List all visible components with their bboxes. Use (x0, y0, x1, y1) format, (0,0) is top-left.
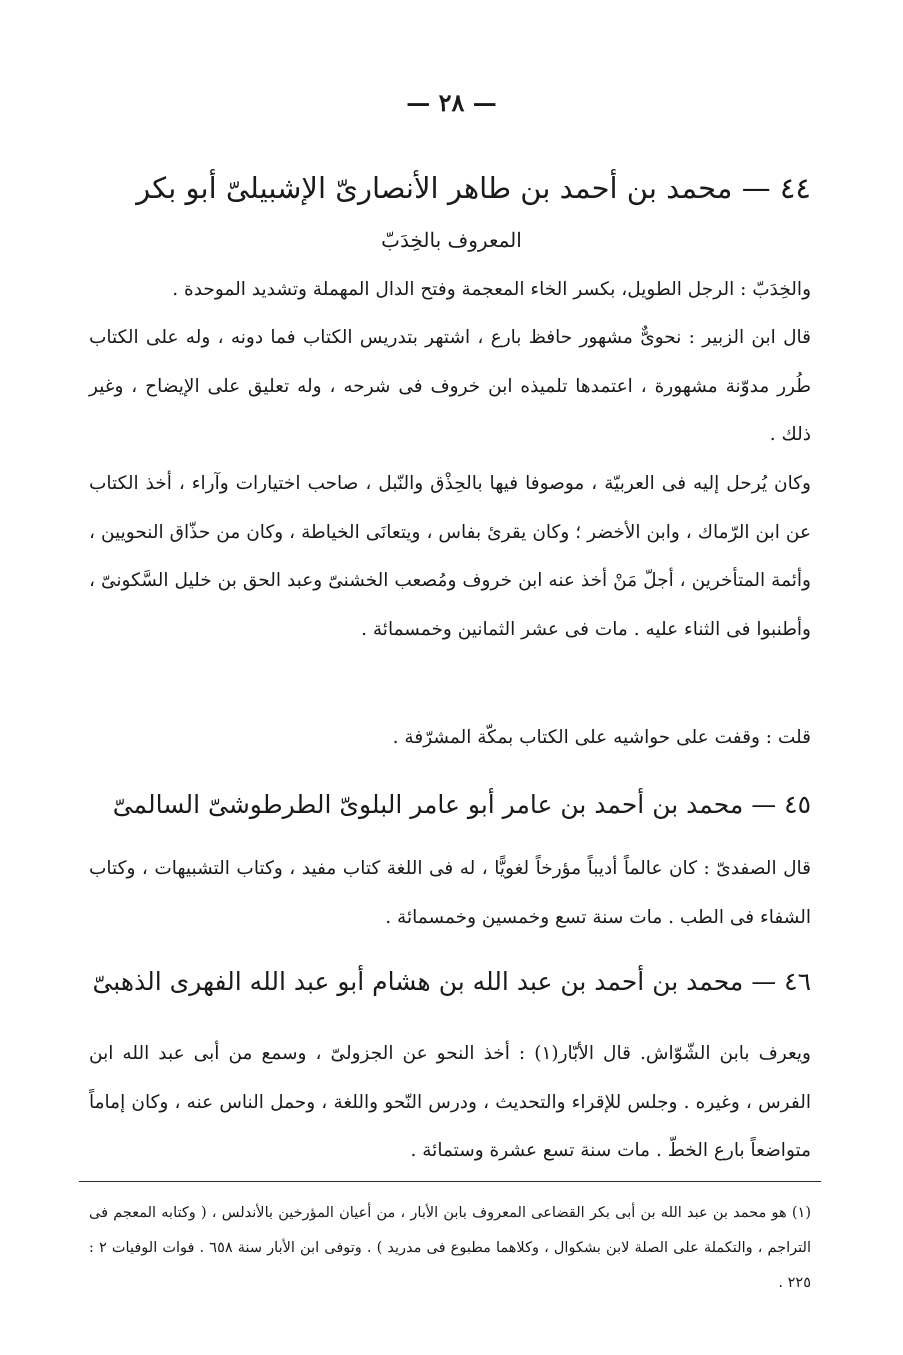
entry-subtitle-44: المعروف بالخِدَبّ (381, 228, 522, 252)
paragraph-45: قال الصفدىّ : كان عالماً أديباً مؤرخاً لغويًّا ، له فى اللغة كتاب مفيد ، وكتاب التشبيهات ، وكتاب الشفاء فى الطب . مات سنة تسع وخمسين وخمسمائة . (89, 858, 811, 928)
footnote: (١) هو محمد بن عبد الله بن أبى بكر القضاعى المعروف بابن الأبار ، من أعيان المؤرخين بالأندلس ، ( وكتابه المعجم فى التراجم ، والتكملة على الصلة لابن بشكوال ، وكلاهما مطبوع فى مدريد ) . وتوفى ابن الأبار سنة ٦٥٨ . فوات الوفيات ٢ : ٢٢٥ . (89, 1205, 811, 1291)
page-number: — ٢٨ — (406, 88, 497, 117)
paragraph-44-biography: وكان يُرحل إليه فى العربيّة ، موصوفا فيها بالحِذْق والنّبل ، صاحب اختيارات وآراء ، أخذ الكتاب عن ابن الرّماك ، وابن الأخضر ؛ وكان يقرئ بفاس ، ويتعانَى الخياطة ، وكان من حذّاق النحويين ، وأئمة المتأخرين ، أجلّ مَنْ أخذ عنه ابن خروف ومُصعب الخشنىّ وعبد الحق بن خليل السَّكونىّ ، وأطنبوا فى الثناء عليه . مات فى عشر الثمانين وخمسمائة . (89, 473, 811, 640)
paragraph-46: ويعرف بابن الشّوّاش. قال الأبّار(١) : أخذ النحو عن الجزولىّ ، وسمع من أبى عبد الله ابن الفرس ، وغيره . وجلس للإقراء والتحديث ، ودرس النّحو واللغة ، وحمل الناس عنه ، وكان إماماً متواضعاً بارع الخطّ . مات سنة تسع عشرة وستمائة . (89, 1043, 811, 1161)
paragraph-44-definition: والخِدَبّ : الرجل الطويل، بكسر الخاء المعجمة وفتح الدال المهملة وتشديد الموحدة . (172, 279, 811, 300)
paragraph-44-ibn-zubayr: قال ابن الزبير : نحوىٌّ مشهور حافظ بارع ، اشتهر بتدريس الكتاب فما دونه ، وله على الكتاب طُرر مدوّنة مشهورة ، اعتمدها تلميذه ابن خروف فى شرحه ، وله تعليق على الإيضاح ، وغير ذلك . (89, 327, 811, 445)
footnote-divider (79, 1181, 821, 1182)
entry-title-45: ٤٥ — محمد بن أحمد بن عامر أبو عامر البلوىّ الطرطوشىّ السالمىّ (112, 790, 811, 819)
paragraph-44-note: قلت : وقفت على حواشيه على الكتاب بمكّة المشرّفة . (392, 727, 811, 748)
entry-title-44: ٤٤ — محمد بن أحمد بن طاهر الأنصارىّ الإشبيلىّ أبو بكر (136, 171, 811, 205)
entry-title-46: ٤٦ — محمد بن أحمد بن عبد الله بن هشام أبو عبد الله الفهرى الذهبىّ (92, 967, 811, 996)
